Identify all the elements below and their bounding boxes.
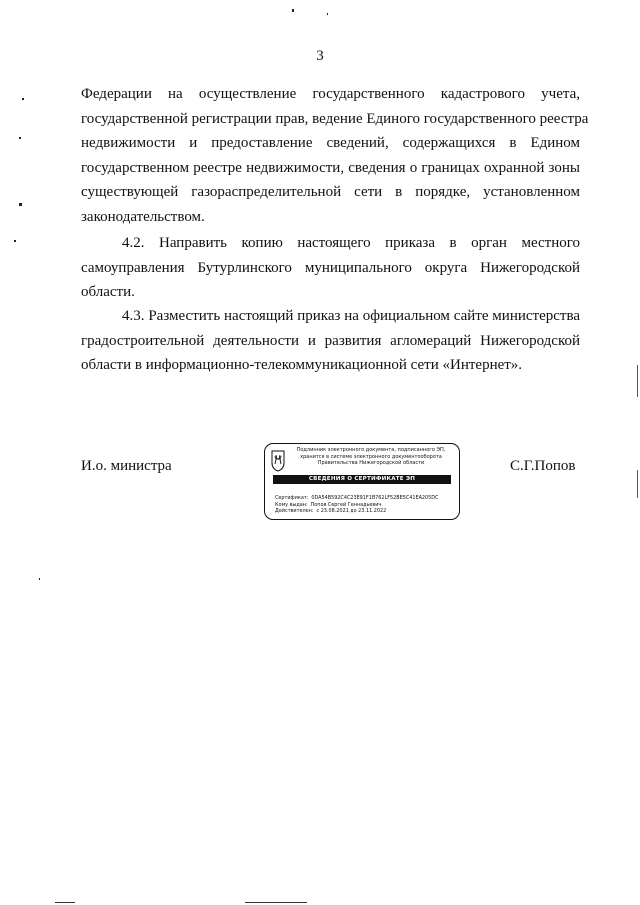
scan-speck (292, 9, 294, 12)
signer-title: И.о. министра (81, 458, 172, 474)
certificate-label: Сертификат: (275, 495, 309, 501)
text-line: 4.3. Разместить настоящий приказ на официальном сайте министерства (122, 308, 580, 324)
valid-row (275, 508, 386, 514)
certificate-band: СВЕДЕНИЯ О СЕРТИФИКАТЕ ЭП (273, 475, 451, 484)
page-number: 3 (316, 48, 324, 64)
valid-label: Действителен: (275, 508, 314, 514)
scan-edge-mark (637, 365, 638, 397)
deer-emblem-icon (271, 450, 285, 472)
certificate-value: 0DA54B592C4C23E91F1B762LF52BE5C41EA205DC (311, 495, 439, 501)
valid-value: с 23.08.2021 до 23.11.2022 (316, 508, 387, 514)
text-line: Федерации на осуществление государственного кадастрового учета, (81, 86, 580, 102)
scan-speck (327, 13, 328, 15)
scan-speck (39, 578, 40, 580)
text-line: области. (81, 284, 135, 301)
stamp-info-line: Правительства Нижегородской области (317, 460, 425, 467)
scan-speck (22, 98, 24, 100)
issued-to-value: Попов Сергей Геннадьевич (310, 501, 382, 508)
certificate-row (275, 495, 438, 501)
text-line: области в информационно-телекоммуникационной сети «Интернет». (81, 357, 523, 374)
issued-to-label: Кому выдан: (275, 501, 308, 508)
scan-speck (19, 137, 21, 139)
text-line: государственной регистрации прав, ведение Единого государственного реестра (81, 110, 589, 127)
stamp-info-line: хранится в системе электронного документооборота (300, 453, 442, 460)
text-line: недвижимости и предоставление сведений, содержащихся в Едином (81, 135, 580, 152)
stamp-info-line: Подлинник электронного документа, подписанного ЭП, (296, 447, 446, 453)
bottom-scan-line (55, 902, 75, 903)
scan-speck (19, 203, 22, 206)
stamp-info-text (285, 447, 457, 467)
issued-to-row (275, 502, 381, 508)
scan-speck (14, 240, 16, 242)
text-line: законодательством. (81, 208, 205, 225)
scan-edge-mark (637, 470, 638, 498)
signer-name: С.Г.Попов (510, 458, 576, 474)
text-line: существующей газораспределительной сети в порядке, установленном (81, 184, 580, 201)
text-line: градостроительной деятельности и развития агломераций Нижегородской (81, 332, 580, 349)
electronic-signature-stamp (264, 443, 460, 520)
text-line: самоуправления Бутурлинского муниципального округа Нижегородской (81, 259, 580, 276)
paragraph-4-2 (81, 231, 580, 305)
paragraph-4-3 (81, 304, 580, 378)
paragraph-federal-registration (81, 82, 589, 230)
bottom-scan-line (245, 902, 307, 903)
text-line: государственном реестре недвижимости, сведения о границах охранной зоны (81, 159, 580, 176)
text-line: 4.2. Направить копию настоящего приказа в орган местного (122, 235, 580, 251)
